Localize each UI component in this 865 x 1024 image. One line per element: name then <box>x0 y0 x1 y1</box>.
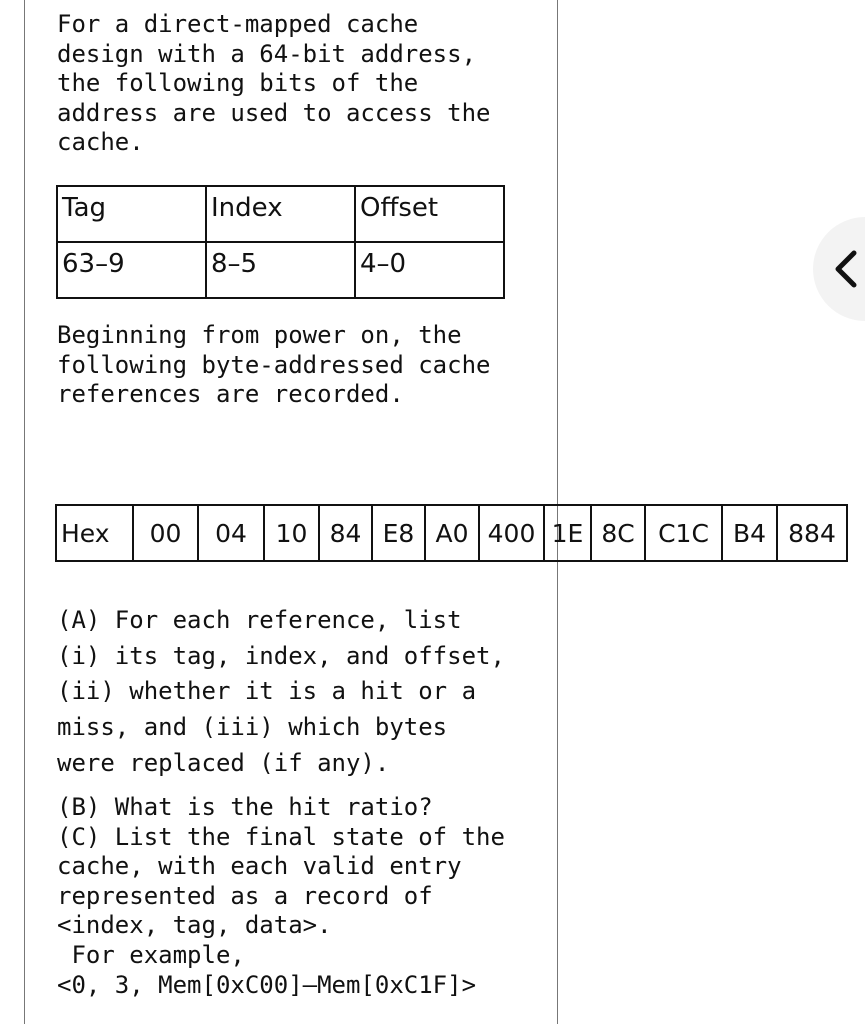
hex-reference-table <box>55 504 848 562</box>
text-line: miss, and (iii) which bytes <box>57 713 448 742</box>
hex-value-cell: 8C <box>591 505 645 561</box>
text-line: following byte-addressed cache <box>57 350 491 379</box>
offset-range: 4–0 <box>355 242 504 298</box>
hex-reference-row <box>56 505 847 561</box>
text-line: (C) List the final state of the <box>57 822 505 851</box>
text-line: the following bits of the <box>57 69 419 97</box>
text-line: were replaced (if any). <box>57 748 390 777</box>
references-paragraph <box>57 321 490 410</box>
hex-value-cell: 00 <box>133 505 198 561</box>
hex-value-cell: C1C <box>645 505 722 561</box>
intro-paragraph <box>57 10 490 158</box>
text-line: For example, <box>57 940 245 969</box>
tag-header: Tag <box>57 186 206 242</box>
chevron-left-icon <box>827 247 865 291</box>
text-line: cache, with each valid entry <box>57 852 462 881</box>
text-line: cache. <box>57 128 144 156</box>
address-bit-table <box>56 185 505 299</box>
hex-value-cell: E8 <box>372 505 425 561</box>
text-line: (B) What is the hit ratio? <box>57 793 433 821</box>
part-a-paragraph <box>57 603 505 782</box>
index-range: 8–5 <box>206 242 355 298</box>
hex-value-cell: A0 <box>425 505 479 561</box>
text-line: For a direct-mapped cache <box>57 10 419 38</box>
back-button[interactable] <box>813 217 865 321</box>
text-line: represented as a record of <box>57 881 433 910</box>
text-line: <index, tag, data>. <box>57 911 332 940</box>
index-header: Index <box>206 186 355 242</box>
text-line: Beginning from power on, the <box>57 321 462 349</box>
hex-value-cell: 1E <box>544 505 591 561</box>
tag-range: 63–9 <box>57 242 206 298</box>
hex-value-cell: 04 <box>198 505 264 561</box>
hex-value-cell: 400 <box>479 505 544 561</box>
text-line: design with a 64-bit address, <box>57 39 477 68</box>
hex-value-cell: 884 <box>777 505 847 561</box>
text-line: references are recorded. <box>57 380 404 408</box>
part-bc-paragraph <box>57 793 505 1000</box>
left-border-line <box>24 0 25 1024</box>
hex-label-cell: Hex <box>56 505 133 561</box>
text-line: (ii) whether it is a hit or a <box>57 677 477 706</box>
text-line: (A) For each reference, list <box>57 606 462 634</box>
offset-header: Offset <box>355 186 504 242</box>
text-line: address are used to access the <box>57 98 491 127</box>
text-line: <0, 3, Mem[0xC00]–Mem[0xC1F]> <box>57 970 477 999</box>
bit-table-header-row <box>57 186 504 242</box>
text-line: (i) its tag, index, and offset, <box>57 641 505 670</box>
hex-value-cell: 10 <box>264 505 319 561</box>
bit-table-range-row <box>57 242 504 298</box>
hex-value-cell: 84 <box>319 505 372 561</box>
hex-value-cell: B4 <box>722 505 777 561</box>
